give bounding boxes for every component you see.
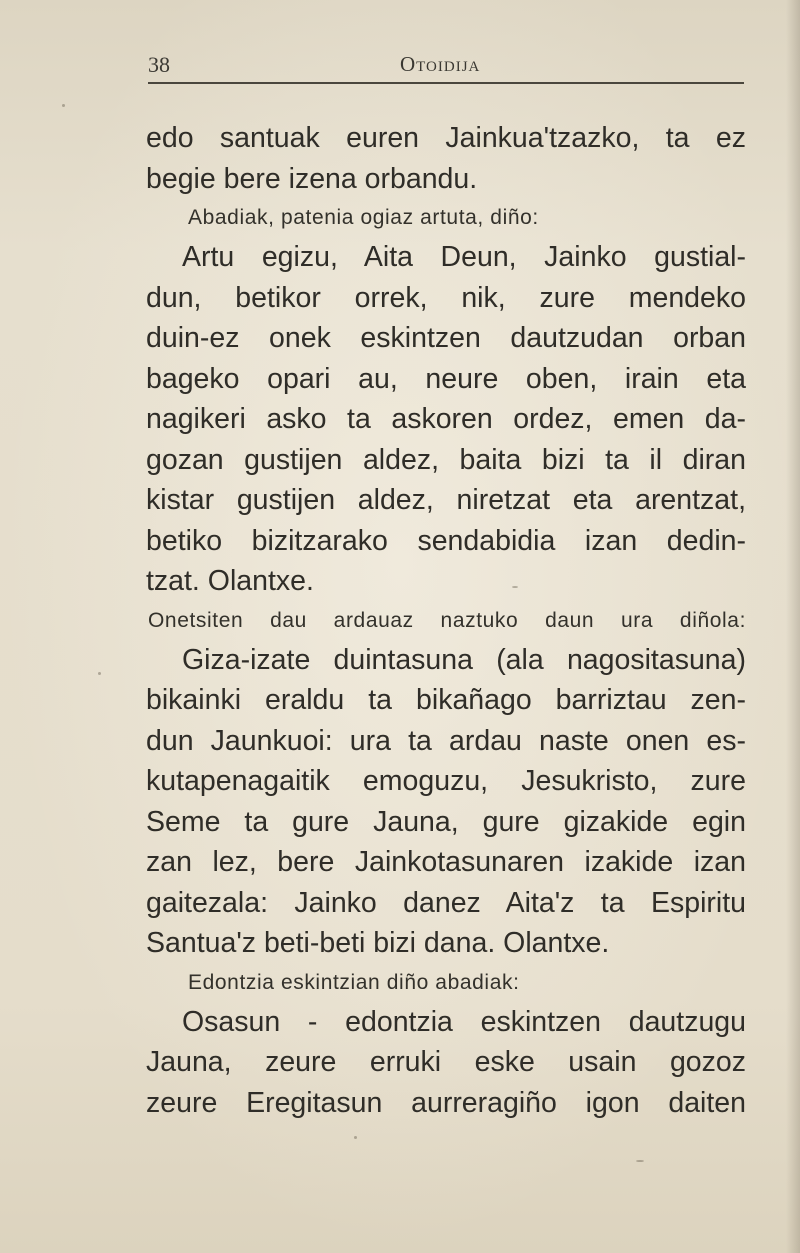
text-line: Seme ta gure Jauna, gure gizakide egin (146, 805, 746, 838)
paper-speck (354, 1136, 357, 1139)
text-line: duin-ez onek eskintzen dautzudan orban (146, 322, 746, 354)
paper-speck (62, 104, 65, 107)
rubric-line: Onetsiten dau ardauaz naztuko daun ura diñola: (148, 608, 746, 632)
text-line: Jauna, zeure erruki eske usain gozoz (146, 1046, 746, 1078)
body-text (146, 118, 746, 1123)
text-line: gaitezala: Jainko danez Aita'z ta Espiritu (146, 886, 746, 919)
paper-speck (98, 672, 101, 675)
text-line: edo santuak euren Jainkua'tzazko, ta ez (146, 122, 746, 154)
text-line: nagikeri asko ta askoren ordez, emen da- (146, 403, 746, 435)
text-line: Artu egizu, Aita Deun, Jainko gustial- (182, 241, 746, 273)
text-line: bikainki eraldu ta bikañago barriztau zen- (146, 684, 746, 716)
page-header (148, 48, 744, 88)
text-line: betiko bizitzarako sendabidia izan dedin- (146, 524, 746, 557)
text-line: Santua'z beti-beti bizi dana. Olantxe. (146, 927, 610, 959)
text-line: kistar gustijen aldez, niretzat eta arentzat, (146, 484, 746, 516)
running-title: Otoidija (400, 52, 481, 76)
page-number: 38 (148, 52, 170, 77)
text-line: begie bere izena orbandu. (146, 162, 478, 195)
rubric-line: Edontzia eskintzian diño abadiak: (188, 970, 520, 994)
text-line: Osasun - edontzia eskintzen dautzugu (182, 1005, 746, 1038)
page-edge-shadow (786, 0, 800, 1253)
text-line: kutapenagaitik emoguzu, Jesukristo, zure (146, 765, 746, 797)
paper-speck (636, 1160, 644, 1162)
text-line: dun, betikor orrek, nik, zure mendeko (146, 281, 746, 314)
text-line: dun Jaunkuoi: ura ta ardau naste onen es- (146, 724, 746, 757)
text-line: tzat. Olantxe. (146, 565, 314, 597)
paper-speck (512, 586, 518, 588)
text-line: zan lez, bere Jainkotasunaren izakide izan (146, 846, 746, 878)
rubric-line: Abadiak, patenia ogiaz artuta, diño: (188, 206, 539, 229)
header-rule (148, 82, 744, 84)
text-line: zeure Eregitasun aurreragiño igon daiten (146, 1086, 746, 1119)
text-line: Giza-izate duintasuna (ala nagositasuna) (182, 643, 746, 676)
text-line: bageko opari au, neure oben, irain eta (146, 362, 746, 395)
text-line: gozan gustijen aldez, baita bizi ta il diran (146, 443, 746, 476)
